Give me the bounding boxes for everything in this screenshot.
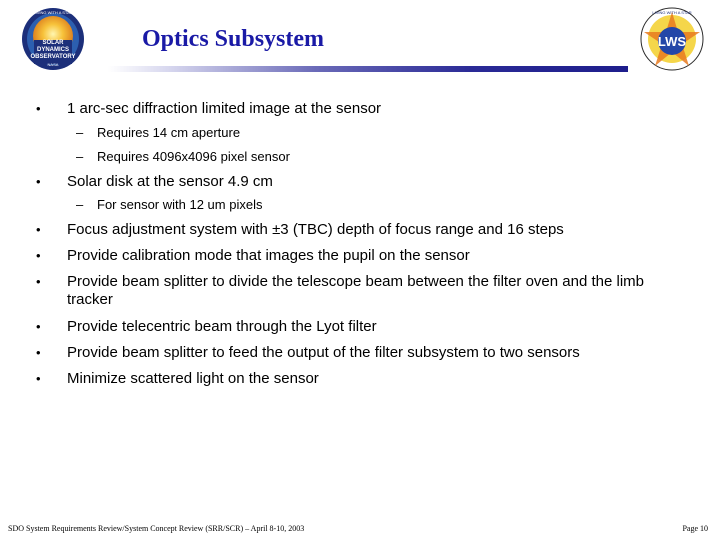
bullet-marker: • — [36, 174, 41, 189]
sub-bullet-text: For sensor with 12 um pixels — [97, 197, 263, 212]
page-number: Page 10 — [682, 524, 708, 533]
logo-left-line-1: SOLAR — [42, 40, 64, 46]
bullet-marker: • — [36, 248, 41, 263]
sub-bullet-text: Requires 14 cm aperture — [97, 125, 241, 140]
bullet-text: Provide telecentric beam through the Lyot filter — [67, 318, 377, 335]
bullet-marker: • — [36, 345, 41, 360]
bullet-marker: • — [36, 101, 41, 116]
bullet-marker: • — [36, 371, 41, 386]
sub-bullet-marker: – — [76, 149, 84, 164]
title-underline — [108, 66, 628, 72]
bullet-marker: • — [36, 222, 41, 237]
bullet-marker: • — [36, 319, 41, 334]
sub-bullet-marker: – — [76, 125, 84, 140]
logo-right-text: LWS — [657, 34, 687, 49]
footer-text: SDO System Requirements Review/System Concept Review (SRR/SCR) – April 8-10, 2003 — [8, 524, 305, 533]
logo-left-bottom-text: NASA — [47, 62, 59, 67]
sub-bullet-marker: – — [76, 197, 84, 212]
logo-left-arc-text: LIVING WITH A STAR — [33, 10, 73, 15]
sub-bullet-text: Requires 4096x4096 pixel sensor — [97, 149, 290, 164]
bullet-text: Provide calibration mode that images the pupil on the sensor — [67, 247, 470, 264]
bullet-text: 1 arc-sec diffraction limited image at the sensor — [67, 100, 382, 117]
logo-right-arc-text: LIVING WITH A STAR — [652, 10, 692, 15]
bullet-text: Focus adjustment system with ±3 (TBC) depth of focus range and 16 steps — [67, 221, 564, 238]
logo-left-line-3: OBSERVATORY — [30, 54, 76, 60]
logo-left-line-2: DYNAMICS — [36, 47, 69, 53]
page-title: Optics Subsystem — [141, 26, 325, 52]
bullet-text: Provide beam splitter to divide the telescope beam between the filter oven and the limb tracker — [67, 273, 645, 308]
bullet-marker: • — [36, 274, 41, 289]
bullet-text: Solar disk at the sensor 4.9 cm — [67, 173, 273, 190]
bullet-text: Minimize scattered light on the sensor — [67, 370, 319, 387]
lws-logo — [634, 6, 710, 72]
bullet-text: Provide beam splitter to feed the output of the filter subsystem to two sensors — [67, 344, 580, 361]
